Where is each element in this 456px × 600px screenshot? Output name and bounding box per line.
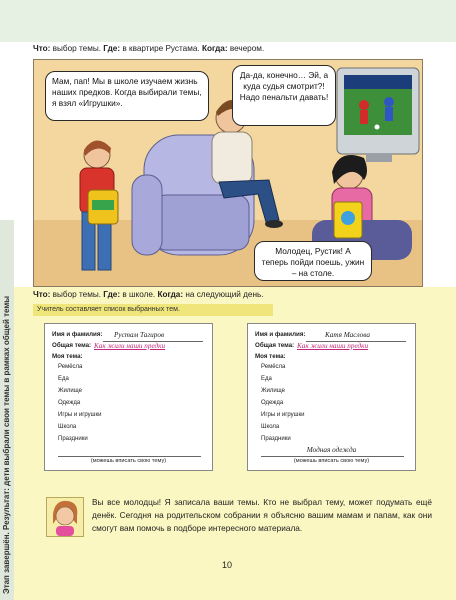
scene-caption-home: Что: выбор темы. Где: в квартире Рустама. Когда: вечером.	[33, 44, 265, 53]
topic-option: Еда	[261, 376, 272, 382]
name-row: Имя и фамилия:	[52, 331, 103, 338]
page-top-tint	[0, 0, 456, 42]
stage-result-text: Этап завершён. Результат: дети выбрали свои темы в рамках общей темы	[2, 295, 11, 594]
topic-option: Одежда	[58, 400, 81, 406]
general-topic-value: Как жили наши предки	[94, 342, 166, 350]
topic-option: Праздники	[58, 436, 88, 442]
topic-option: Игры и игрушки	[58, 412, 102, 418]
page-number: 10	[222, 560, 233, 570]
general-topic-row: Общая тема:	[52, 342, 92, 349]
topic-option: Ремёсла	[261, 364, 286, 370]
topic-option: Ремёсла	[58, 364, 83, 370]
name-row: Имя и фамилия:	[255, 331, 306, 338]
teacher-speech: Вы все молодцы! Я записала ваши темы. Кто не выбрал тему, может подумать ещё денёк. Сегодня на родительском собрании я объясню вашим мамам и папам, как они смогут вам помочь в подборе интересного материала.	[92, 497, 432, 533]
teacher-note: Учитель составляет список выбранных тем.	[33, 304, 273, 316]
speech-bubble-father: Да-да, конечно… Эй, а куда судья смотрит?! Надо пенальти давать!	[232, 65, 336, 126]
scene-caption-school: Что: выбор темы. Где: в школе. Когда: на следующий день.	[33, 290, 264, 299]
my-topic-row: Моя тема:	[255, 353, 286, 360]
student-name: Рустам Тагиров	[114, 331, 165, 339]
speech-bubble-boy: Мам, пап! Мы в школе изучаем жизнь наших предков. Когда выбирали темы, я взял «Игрушки».	[45, 71, 209, 121]
student-name: Катя Маслова	[325, 331, 370, 339]
teacher-portrait-icon	[47, 498, 83, 536]
comic-illustration	[33, 59, 423, 287]
topic-option: Игры и игрушки	[261, 412, 305, 418]
teacher-avatar	[46, 497, 84, 537]
topic-option: Жилище	[261, 388, 285, 394]
general-topic-value: Как жили наши предки	[297, 342, 369, 350]
topic-card-left	[44, 323, 213, 471]
topic-option: Жилище	[58, 388, 82, 394]
tv-icon	[337, 68, 419, 162]
topic-card-right	[247, 323, 416, 471]
topic-option: Школа	[58, 424, 77, 430]
own-topic-hint: (можешь вписать свою тему)	[90, 458, 167, 464]
topic-option: Одежда	[261, 400, 284, 406]
topic-option: Праздники	[261, 436, 291, 442]
general-topic-row: Общая тема:	[255, 342, 295, 349]
topic-option: Еда	[58, 376, 69, 382]
topic-option: Школа	[261, 424, 280, 430]
speech-bubble-mother: Молодец, Рустик! А теперь пойди поешь, ужин – на столе.	[254, 241, 372, 281]
my-topic-row: Моя тема:	[52, 353, 83, 360]
own-topic-value: Модная одежда	[306, 446, 357, 454]
own-topic-hint: (можешь вписать свою тему)	[293, 458, 370, 464]
